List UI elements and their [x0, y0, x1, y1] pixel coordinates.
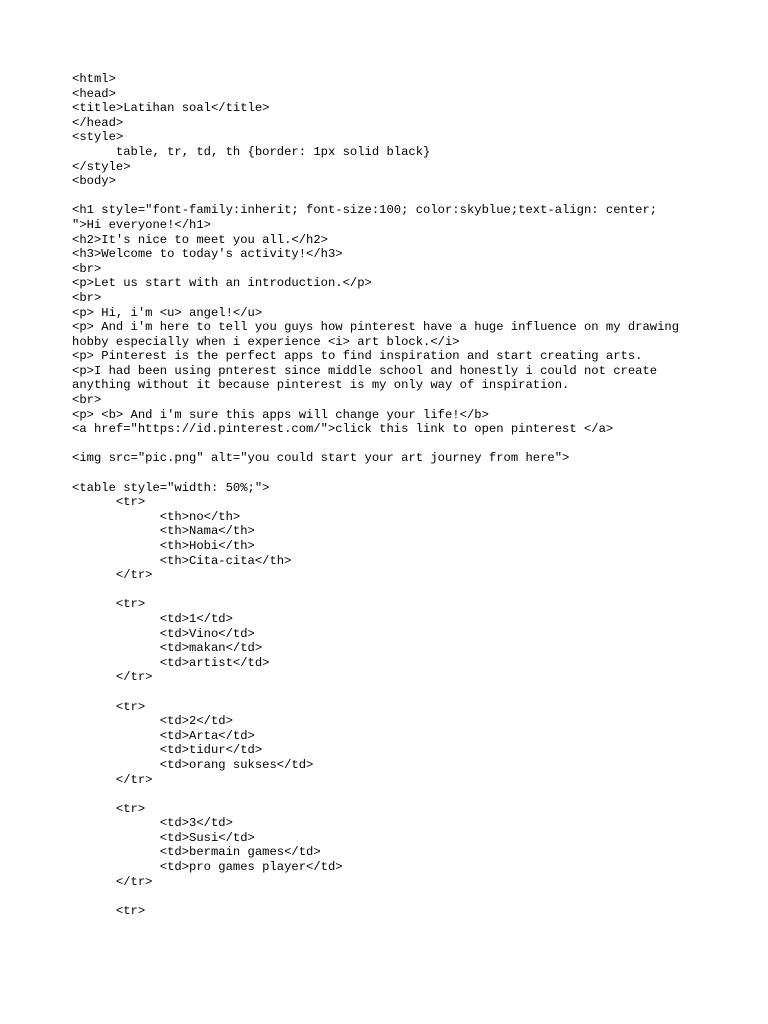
code-listing: [72, 72, 712, 918]
code-line: <tr>: [72, 801, 146, 816]
code-line: <table style="width: 50%;">: [72, 480, 270, 495]
code-line: [72, 437, 712, 452]
code-line: <img src="pic.png" alt="you could start your art journey from here">: [72, 451, 570, 466]
code-line: <th>no</th>: [72, 509, 241, 524]
code-line: <h3>Welcome to today's activity!</h3>: [72, 247, 343, 262]
code-line: <td>bermain games</td>: [72, 845, 321, 860]
code-line: <th>Nama</th>: [72, 524, 255, 539]
code-line: table, tr, td, th {border: 1px solid black}: [72, 144, 431, 159]
code-line: <a href="https://id.pinterest.com/">click this link to open pinterest </a>: [72, 422, 614, 437]
code-line: <br>: [72, 393, 102, 408]
code-line: <td>pro games player</td>: [72, 860, 343, 875]
code-line: [72, 189, 712, 204]
code-line: <td>Vino</td>: [72, 626, 255, 641]
code-line: <title>Latihan soal</title>: [72, 101, 270, 116]
code-line: <html>: [72, 72, 116, 86]
code-line: <td>makan</td>: [72, 641, 263, 656]
code-line: <tr>: [72, 699, 146, 714]
code-line: anything without it because pinterest is my only way of inspiration.: [72, 378, 570, 393]
code-line: <td>2</td>: [72, 714, 233, 729]
code-line: <td>1</td>: [72, 611, 233, 626]
code-line: <th>Cita-cita</th>: [72, 553, 292, 568]
code-line: <td>Susi</td>: [72, 830, 255, 845]
code-line: </head>: [72, 115, 124, 130]
code-line: </tr>: [72, 772, 153, 787]
code-line: <br>: [72, 261, 102, 276]
code-line: <p>Let us start with an introduction.</p>: [72, 276, 372, 291]
code-line: [72, 583, 712, 598]
code-line: ">Hi everyone!</h1>: [72, 217, 211, 232]
code-line: hobby especially when i experience <i> art block.</i>: [72, 334, 460, 349]
code-line: <tr>: [72, 495, 146, 510]
code-line: <p> <b> And i'm sure this apps will change your life!</b>: [72, 407, 489, 422]
code-line: <style>: [72, 130, 124, 145]
code-line: <h2>It's nice to meet you all.</h2>: [72, 232, 328, 247]
code-line: <body>: [72, 174, 116, 189]
code-line: [72, 685, 712, 700]
code-line: <br>: [72, 290, 102, 305]
code-line: [72, 787, 712, 802]
code-line: <tr>: [72, 597, 146, 612]
code-line: <td>orang sukses</td>: [72, 757, 314, 772]
code-line: </style>: [72, 159, 131, 174]
code-line: <h1 style="font-family:inherit; font-size:100; color:skyblue;text-align: center;: [72, 203, 658, 218]
code-line: [72, 466, 712, 481]
code-line: [72, 889, 712, 904]
code-line: <p>I had been using pnterest since middle school and honestly i could not create: [72, 363, 658, 378]
code-line: <td>tidur</td>: [72, 743, 263, 758]
code-line: <head>: [72, 86, 116, 101]
code-line: <td>artist</td>: [72, 655, 270, 670]
code-line: <td>3</td>: [72, 816, 233, 831]
code-line: <th>Hobi</th>: [72, 539, 255, 553]
code-line: <p> Hi, i'm <u> angel!</u>: [72, 305, 263, 320]
code-line: </tr>: [72, 568, 153, 583]
code-line: <tr>: [72, 903, 146, 918]
code-line: <td>Arta</td>: [72, 728, 255, 743]
code-line: <p> Pinterest is the perfect apps to find inspiration and start creating arts.: [72, 349, 643, 364]
code-line: </tr>: [72, 670, 153, 685]
code-line: <p> And i'm here to tell you guys how pinterest have a huge influence on my drawing: [72, 320, 680, 335]
code-line: </tr>: [72, 874, 153, 889]
